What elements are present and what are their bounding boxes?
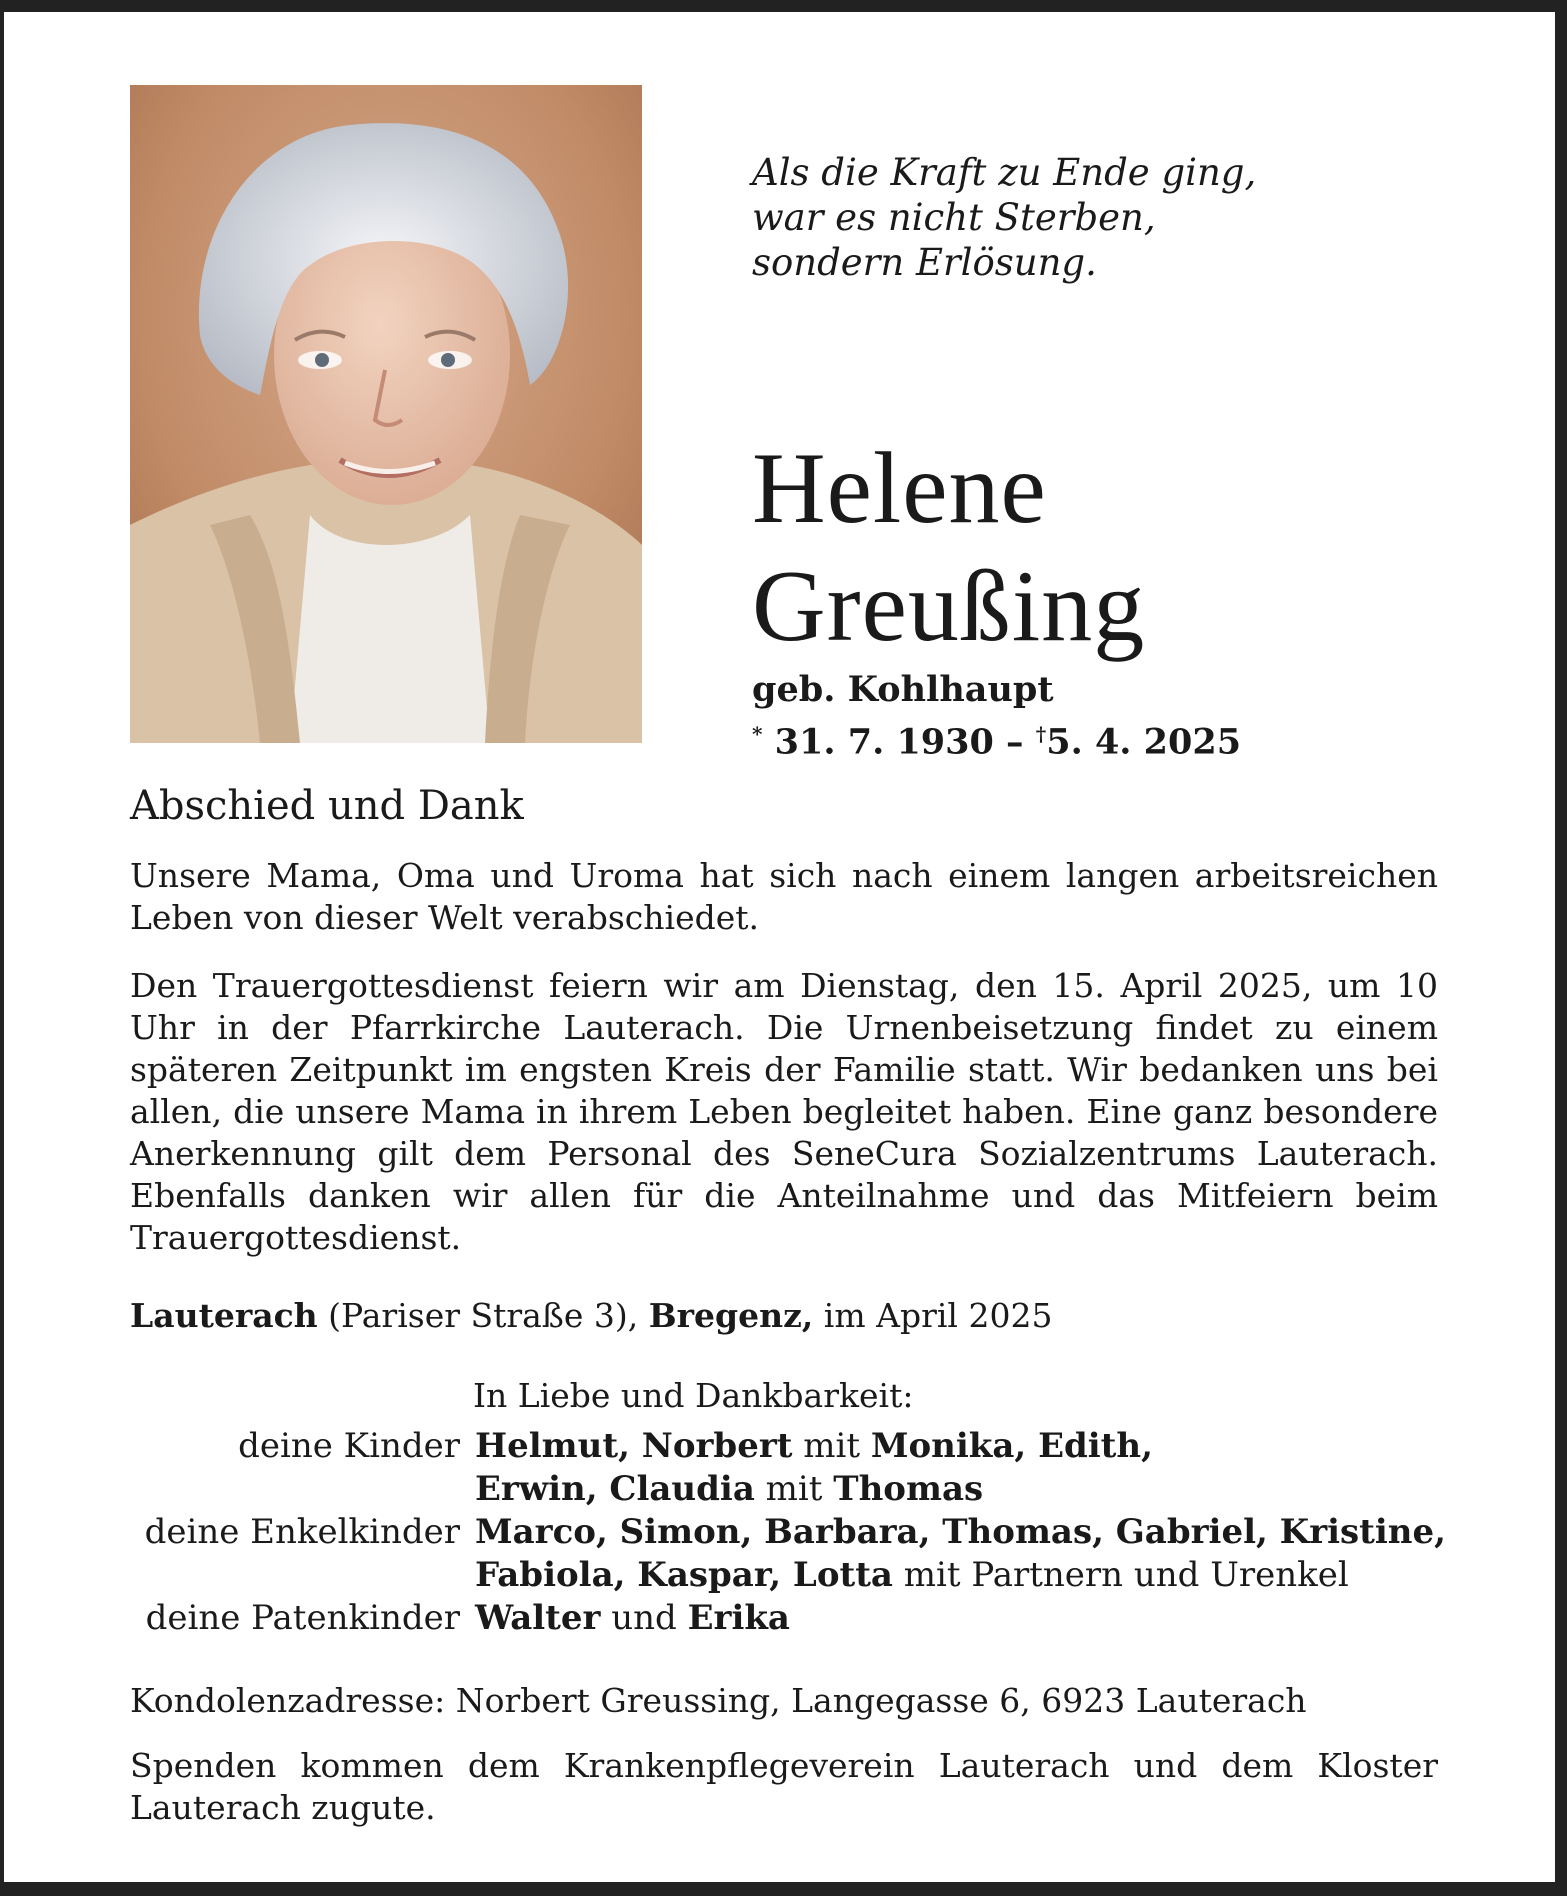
- grandchildren-names-1: Marco, Simon, Barbara, Thomas, Gabriel, Kristine,: [475, 1512, 1446, 1552]
- godchildren-names: [475, 1597, 1475, 1640]
- children-names: [475, 1425, 1475, 1468]
- grandchildren-suffix: mit Partnern und Urenkel: [892, 1555, 1349, 1595]
- street-address: (Pariser Straße 3),: [317, 1296, 649, 1335]
- family-row: [110, 1554, 1475, 1597]
- family-row: [110, 1511, 1475, 1554]
- quote-line: Als die Kraft zu Ende ging,: [752, 151, 1257, 194]
- family-row: [110, 1597, 1475, 1640]
- children-names-d: Thomas: [833, 1469, 984, 1509]
- empty-label: [110, 1468, 475, 1511]
- godchild-erika: Erika: [687, 1598, 790, 1638]
- godchildren-label: deine Patenkinder: [145, 1598, 460, 1638]
- empty-label: [110, 1554, 475, 1597]
- first-name: Helene: [752, 432, 1047, 545]
- children-names-c: Erwin, Claudia: [475, 1469, 755, 1509]
- children-names-b: Monika, Edith,: [870, 1426, 1153, 1466]
- memorial-quote: [752, 150, 1256, 285]
- quote-line: sondern Erlösung.: [752, 241, 1097, 284]
- mit-word: mit: [754, 1469, 834, 1509]
- death-date: 5. 4. 2025: [1046, 721, 1242, 763]
- grandchildren-names: [475, 1554, 1475, 1597]
- und-word: und: [600, 1598, 688, 1638]
- town-bregenz: Bregenz,: [648, 1296, 814, 1335]
- children-names-a: Helmut, Norbert: [475, 1426, 793, 1466]
- last-name: Greußing: [752, 550, 1146, 663]
- grandchildren-label: deine Enkelkinder: [144, 1512, 460, 1552]
- grandchildren-names-2: Fabiola, Kaspar, Lotta: [475, 1555, 893, 1595]
- farewell-heading: Abschied und Dank: [130, 783, 524, 829]
- quote-line: war es nicht Sterben,: [752, 196, 1156, 239]
- family-row: [110, 1468, 1475, 1511]
- mit-word: mit: [792, 1426, 871, 1466]
- date-separator: –: [993, 721, 1036, 763]
- deceased-name: [752, 430, 1145, 666]
- life-dates: [752, 712, 1241, 765]
- godchild-walter: Walter: [475, 1598, 601, 1638]
- condolence-address: Kondolenzadresse: Norbert Greussing, Langegasse 6, 6923 Lauterach: [130, 1681, 1307, 1720]
- place-date-line: [130, 1295, 1438, 1337]
- farewell-paragraph-2: Den Trauergottesdienst feiern wir am Dienstag, den 15. April 2025, um 10 Uhr in der Pfarrkirche Lauterach. Die Urnenbeisetzung findet zu einem späteren Zeitpunkt im engsten Kreis der Familie statt. Wir bedanken uns bei allen, die unsere Mama in ihrem Leben begleitet haben. Eine ganz besondere Anerkennung gilt dem Personal des SeneCura Sozialzentrums Lauterach. Ebenfalls danken wir allen für die Anteilnahme und das Mitfeiern beim Trauergottesdienst.: [130, 966, 1438, 1257]
- signoff: In Liebe und Dankbarkeit:: [473, 1376, 914, 1415]
- portrait-photo: [130, 85, 642, 743]
- children-label: deine Kinder: [238, 1426, 460, 1466]
- birth-info: [752, 668, 1241, 765]
- town-lauterach: Lauterach: [130, 1296, 318, 1335]
- children-names: [475, 1468, 1475, 1511]
- farewell-paragraph-1: Unsere Mama, Oma und Uroma hat sich nach einem langen arbeitsreichen Leben von dieser Welt verabschiedet.: [130, 856, 1438, 937]
- birth-symbol: *: [752, 722, 763, 746]
- family-list: [110, 1425, 1475, 1640]
- donation-note: Spenden kommen dem Krankenpflegeverein Lauterach und dem Kloster Lauterach zugute.: [130, 1746, 1438, 1827]
- family-row: [110, 1425, 1475, 1468]
- death-symbol: †: [1035, 722, 1047, 746]
- birth-date: 31. 7. 1930: [774, 721, 994, 763]
- month-date: im April 2025: [813, 1296, 1053, 1335]
- maiden-name: geb. Kohlhaupt: [752, 669, 1054, 710]
